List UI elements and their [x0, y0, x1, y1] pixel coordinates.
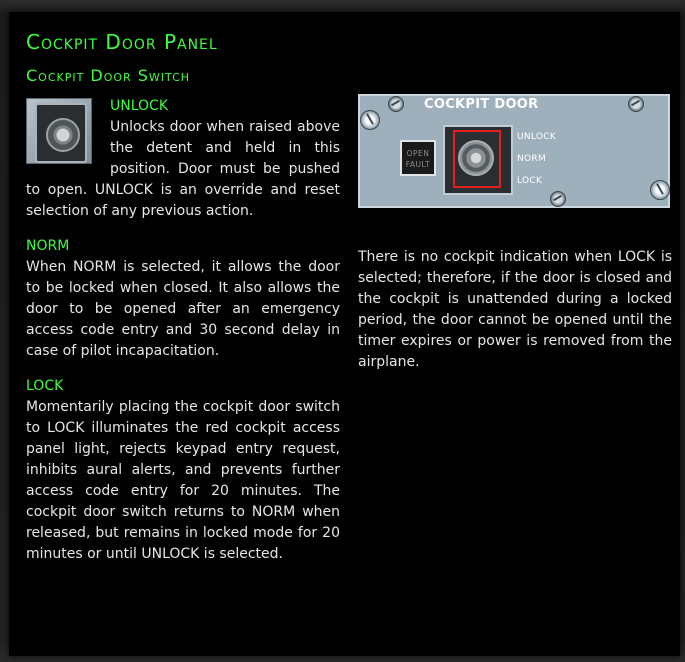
section-subtitle: Cockpit Door Switch: [26, 66, 191, 85]
position-unlock: UNLOCK: [517, 132, 557, 142]
unlock-body: Unlocks door when raised above the detent and held in this position. Door must be pushed to open. UNLOCK is an override and reset selection of any previous action.: [26, 119, 340, 219]
panel-title: COCKPIT DOOR: [424, 97, 539, 112]
screw-icon: [360, 110, 380, 130]
norm-section: [26, 236, 340, 362]
fault-line2: FAULT: [405, 160, 431, 169]
screw-icon: [550, 191, 566, 207]
open-fault-light: [400, 140, 436, 176]
lock-heading: LOCK: [26, 378, 64, 394]
screw-icon: [650, 180, 670, 200]
cockpit-door-panel-illustration: [358, 94, 670, 208]
screw-icon: [628, 96, 644, 112]
right-column-text: There is no cockpit indication when LOCK is selected; therefore, if the door is closed and the cockpit is unattended during a locked period, the door cannot be opened until the timer expires or power is removed from the airplane.: [358, 249, 672, 370]
unlock-section: [26, 96, 340, 222]
screw-icon: [388, 96, 404, 112]
position-lock: LOCK: [517, 176, 543, 186]
lock-body: Momentarily placing the cockpit door switch to LOCK illuminates the red cockpit access panel light, rejects keypad entry request, inhibits aural alerts, and prevents further access code entry for 20 minutes. The cockpit door switch returns to NORM when released, but remains in locked mode for 20 minutes or until UNLOCK is selected.: [26, 399, 340, 562]
rotary-switch-icon: [458, 140, 494, 176]
norm-heading: NORM: [26, 238, 70, 254]
lock-section: [26, 376, 340, 565]
fault-line1: OPEN: [406, 149, 430, 158]
page-title: Cockpit Door Panel: [26, 30, 218, 54]
left-column: [26, 96, 340, 565]
norm-body: When NORM is selected, it allows the door to be locked when closed. It also allows the door to be opened after an emergency access code entry and 30 second delay in case of pilot incapacitation.: [26, 259, 340, 359]
cockpit-door-switch: [443, 125, 513, 195]
unlock-heading: UNLOCK: [110, 98, 168, 114]
document-page: [9, 12, 680, 656]
switch-thumbnail-icon: [26, 98, 92, 164]
position-norm: NORM: [517, 154, 547, 164]
